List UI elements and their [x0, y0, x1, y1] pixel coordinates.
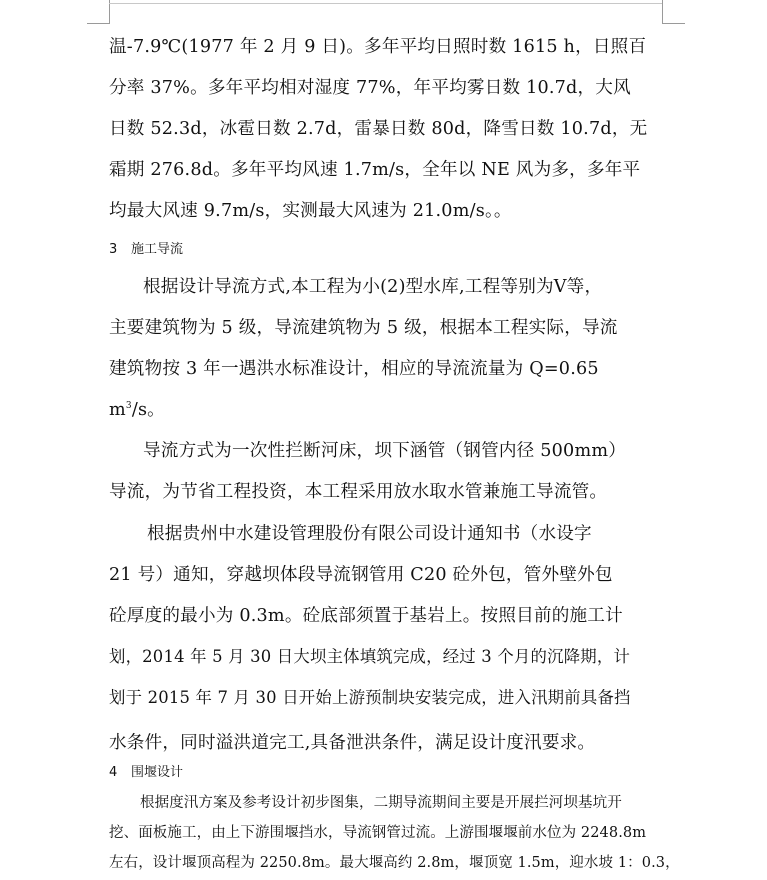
text-line: 均最大风速 9.7m/s，实测最大风速为 21.0m/s。。 [109, 201, 512, 221]
text-line: 温-7.9℃(1977 年 2 月 9 日)。多年平均日照时数 1615 h，日照百 [109, 37, 647, 57]
text-line: 日数 52.3d，冰雹日数 2.7d，雷暴日数 80d，降雪日数 10.7d，无 [109, 119, 648, 139]
unit-m: m [109, 400, 126, 420]
section-number: 3 [109, 242, 118, 257]
text-line: 划于 2015 年 7 月 30 日开始上游预制块安装完成，进入汛期前具备挡 [109, 688, 631, 707]
text-line-unit [0, 398, 767, 422]
text-line: 水条件，同时溢洪道完工,具备泄洪条件，满足设计度汛要求。 [109, 733, 596, 753]
page-corner-marks [0, 0, 767, 30]
crop-mark-right-horizontal [663, 23, 685, 24]
text-line: 主要建筑物为 5 级，导流建筑物为 5 级，根据本工程实际，导流 [109, 318, 618, 338]
section-heading-3 [109, 241, 183, 259]
section-heading-4 [109, 764, 183, 782]
text-line: 21 号）通知，穿越坝体段导流钢管用 C20 砼外包，管外壁外包 [109, 565, 613, 585]
text-line: 根据度汛方案及参考设计初步图集，二期导流期间主要是开展拦河坝基坑开 [140, 795, 622, 811]
text-line: 左右，设计堰顶高程为 2250.8m。最大堰高约 2.8m，堰顶宽 1.5m，迎水坡 1：0.3， [109, 855, 680, 871]
section-title: 施工导流 [131, 242, 184, 257]
section-title: 围堰设计 [131, 765, 184, 780]
text-line: 砼厚度的最小为 0.3m。砼底部须置于基岩上。按照目前的施工计 [109, 606, 623, 626]
text-line: 霜期 276.8d。多年平均风速 1.7m/s，全年以 NE 风为多，多年平 [109, 160, 641, 180]
section-number: 4 [109, 765, 118, 780]
text-line: 挖、面板施工，由上下游围堰挡水，导流钢管过流。上游围堰堰前水位为 2248.8m [109, 825, 647, 841]
unit-rest: /s。 [131, 400, 165, 420]
text-line: 导流，为节省工程投资，本工程采用放水取水管兼施工导流管。 [109, 482, 608, 502]
crop-mark-right-vertical [662, 0, 663, 24]
crop-mark-left-horizontal [87, 23, 109, 24]
unit-exponent: 3 [125, 401, 132, 411]
text-line: 根据贵州中水建设管理股份有限公司设计通知书（水设字 [147, 524, 592, 544]
text-line: 建筑物按 3 年一遇洪水标准设计，相应的导流流量为 Q=0.65 [109, 359, 599, 379]
text-line: 划，2014 年 5 月 30 日大坝主体填筑完成，经过 3 个月的沉降期，计 [109, 647, 631, 666]
text-line: 导流方式为一次性拦断河床，坝下涵管（钢管内径 500mm） [143, 441, 626, 461]
page-top-edge [109, 3, 662, 4]
text-line: 根据设计导流方式,本工程为小(2)型水库,工程等别为Ⅴ等， [143, 277, 603, 297]
text-line: 分率 37%。多年平均相对湿度 77%，年平均雾日数 10.7d，大风 [109, 78, 631, 98]
